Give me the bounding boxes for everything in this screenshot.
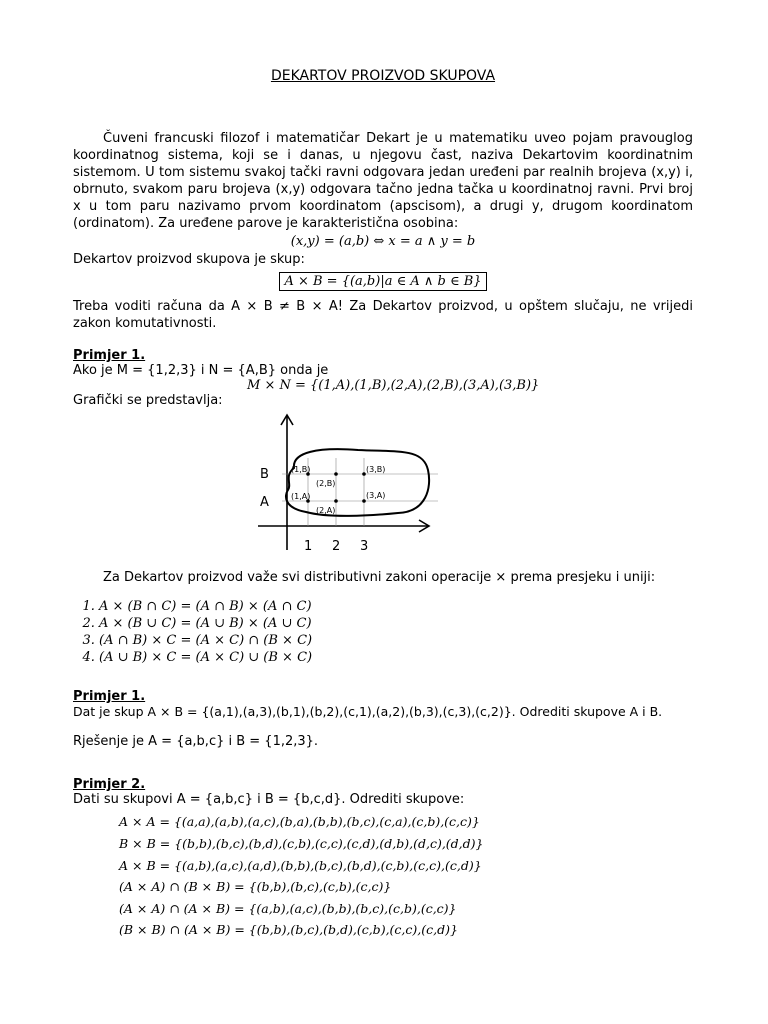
- law-item: 2. A × (B ∪ C) = (A ∪ B) × (A ∪ C): [99, 615, 693, 632]
- law-item: 1. A × (B ∩ C) = (A ∩ B) × (A ∩ C): [99, 598, 693, 615]
- result-line: (A × A) ∩ (B × B) = {(b,b),(b,c),(c,b),(c,c)}: [119, 879, 392, 894]
- pair-equality-formula: (x,y) = (a,b) ⇔ x = a ∧ y = b: [290, 234, 476, 249]
- law-item: 4. (A ∪ B) × C = (A × C) ∪ (B × C): [99, 649, 693, 666]
- example3-heading: Primjer 2.: [73, 777, 146, 792]
- set-boundary: [286, 449, 429, 516]
- cartesian-diagram: [248, 412, 438, 562]
- example2-solution: Rješenje je A = {a,b,c} i B = {1,2,3}.: [73, 734, 319, 749]
- x-label-3: 3: [360, 539, 369, 554]
- result-line: A × A = {(a,a),(a,b),(a,c),(b,a),(b,b),(b,c),(c,a),(c,b),(c,c)}: [119, 814, 480, 829]
- example2-heading: Primjer 1.: [73, 689, 146, 704]
- x-label-1: 1: [304, 539, 313, 554]
- label-3a: (3,A): [366, 491, 386, 500]
- product-definition-formula: A × B = {(a,b)|a ∈ A ∧ b ∈ B}: [279, 272, 486, 291]
- label-2b: (2,B): [316, 479, 336, 488]
- result-line: (A × A) ∩ (A × B) = {(a,b),(a,c),(b,b),(b,c),(c,b),(c,c)}: [119, 901, 457, 916]
- laws-list: [73, 598, 693, 666]
- intro-paragraph: Čuveni francuski filozof i matematičar Dekart je u matematiku uveo pojam pravouglog koordinatnog sistema, koji se i danas, u njegovu čast, naziva Dekartovim koordinatnim sistemom. U tom sistemu svakoj tački ravni odgovara jedan uređeni par realnih brojeva (x,y) i, obrnuto, svakom paru brojeva (x,y) odgovara tačno jedna tačka u koordinatnoj ravni. Prvi broj x u tom paru nazivamo prvom koordinatom (apscisom), a drugi y, drugom koordinatom (ordinatom). Za uređene parove je karakteristična osobina:: [73, 131, 693, 231]
- label-1a: (1,A): [291, 492, 311, 501]
- example3-line1: Dati su skupovi A = {a,b,c} i B = {b,c,d}. Odrediti skupove:: [73, 792, 465, 807]
- product-definition-wrapper: [73, 272, 693, 291]
- example1-line3: Grafički se predstavlja:: [73, 393, 223, 408]
- y-label-b: B: [260, 467, 269, 482]
- point-2a: [334, 499, 338, 503]
- example1-heading: Primjer 1.: [73, 348, 146, 363]
- x-label-2: 2: [332, 539, 341, 554]
- product-intro-text: Dekartov proizvod skupova je skup:: [73, 252, 305, 267]
- result-line: (B × B) ∩ (A × B) = {(b,b),(b,c),(b,d),(c,b),(c,c),(c,d)}: [119, 922, 458, 937]
- point-2b: [334, 472, 338, 476]
- label-3b: (3,B): [366, 465, 386, 474]
- commutativity-note: Treba voditi računa da A × B ≠ B × A! Za Dekartov proizvod, u opštem slučaju, ne vrijedi zakon komutativnosti.: [73, 299, 693, 331]
- example1-line2: M × N = {(1,A),(1,B),(2,A),(2,B),(3,A),(3,B)}: [247, 378, 540, 393]
- page-title: DEKARTOV PROIZVOD SKUPOVA: [270, 68, 496, 84]
- label-2a: (2,A): [316, 506, 336, 515]
- result-line: A × B = {(a,b),(a,c),(a,d),(b,b),(b,c),(b,d),(c,b),(c,c),(c,d)}: [119, 858, 482, 873]
- y-label-a: A: [260, 495, 269, 510]
- law-item: 3. (A ∩ B) × C = (A × C) ∩ (B × C): [99, 632, 693, 649]
- example2-line1: Dat je skup A × B = {(a,1),(a,3),(b,1),(b,2),(c,1),(a,2),(b,3),(c,3),(c,2)}. Odrediti skupove A i B.: [73, 704, 663, 719]
- distributive-intro: Za Dekartov proizvod važe svi distributivni zakoni operacije × prema presjeku i uniji:: [103, 570, 656, 585]
- label-1b: (1,B): [291, 465, 311, 474]
- laws-list-wrapper: [73, 598, 693, 666]
- result-line: B × B = {(b,b),(b,c),(b,d),(c,b),(c,c),(c,d),(d,b),(d,c),(d,d)}: [119, 836, 484, 851]
- example1-line1: Ako je M = {1,2,3} i N = {A,B} onda je: [73, 363, 329, 378]
